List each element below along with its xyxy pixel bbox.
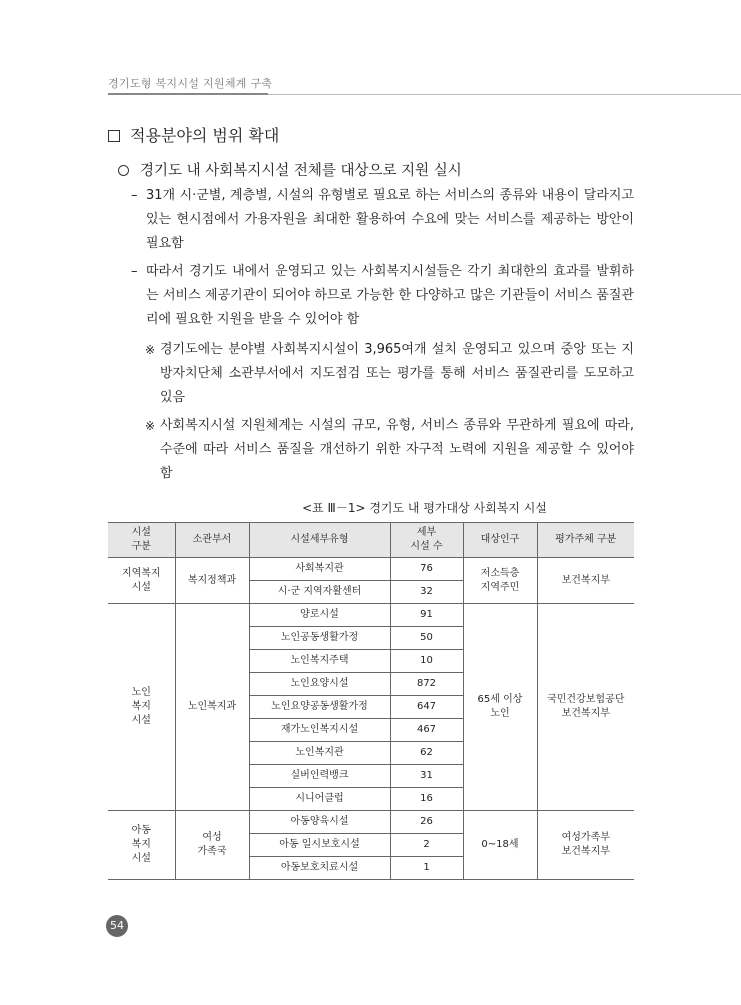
dash-bullet-icon: –: [131, 188, 138, 203]
dash-bullet-icon: –: [131, 264, 138, 279]
count-cell: 91: [390, 604, 463, 627]
header-category: 시설 구분: [108, 523, 175, 558]
circle-bullet-item: [118, 159, 462, 180]
type-cell: 사회복지관: [249, 558, 390, 581]
type-cell: 실버인력뱅크: [249, 765, 390, 788]
population-cell: 65세 이상 노인: [463, 604, 537, 811]
note-paragraph: [145, 338, 634, 410]
dash-paragraph: [131, 260, 634, 332]
type-cell: 아동 일시보호시설: [249, 834, 390, 857]
header-type: 시설세부유형: [249, 523, 390, 558]
evaluator-cell: 여성가족부 보건복지부: [537, 811, 634, 880]
facility-table: [108, 522, 634, 880]
type-cell: 아동양육시설: [249, 811, 390, 834]
department-cell: 여성 가족국: [175, 811, 249, 880]
type-cell: 아동보호치료시설: [249, 857, 390, 880]
table-row: [108, 558, 634, 581]
paragraph-text: 따라서 경기도 내에서 운영되고 있는 사회복지시설들은 각기 최대한의 효과를 발휘하는 서비스 제공기관이 되어야 하므로 가능한 한 다양하고 많은 기관들이 서비스 품질관리에 필요한 지원을 받을 수 있어야 함: [146, 264, 634, 327]
category-cell: 노인 복지 시설: [108, 604, 175, 811]
circle-item-text: 경기도 내 사회복지시설 전체를 대상으로 지원 실시: [140, 163, 462, 179]
reference-mark-icon: ※: [145, 419, 156, 433]
header-population: 대상인구: [463, 523, 537, 558]
header-rule-accent: [108, 93, 268, 95]
running-header: 경기도형 복지시설 지원체계 구축: [108, 77, 273, 90]
count-cell: 647: [390, 696, 463, 719]
type-cell: 시니어클럽: [249, 788, 390, 811]
circle-bullet-icon: [118, 165, 129, 176]
count-cell: 62: [390, 742, 463, 765]
type-cell: 노인복지관: [249, 742, 390, 765]
table-header-row: [108, 523, 634, 558]
type-cell: 재가노인복지시설: [249, 719, 390, 742]
table-caption: <표 Ⅲ－1> 경기도 내 평가대상 사회복지 시설: [302, 501, 547, 515]
population-cell: 0~18세: [463, 811, 537, 880]
section-heading-text: 적용분야의 범위 확대: [130, 126, 280, 145]
note-text: 사회복지시설 지원체계는 시설의 규모, 유형, 서비스 종류와 무관하게 필요에 따라, 수준에 따라 서비스 품질을 개선하기 위한 자구적 노력에 지원을 제공할 수 있어야 함: [160, 418, 634, 481]
header-count: 세부 시설 수: [390, 523, 463, 558]
department-cell: 노인복지과: [175, 604, 249, 811]
type-cell: 노인요양시설: [249, 673, 390, 696]
table-row: [108, 811, 634, 834]
page-number-badge: 54: [106, 915, 128, 937]
header-department: 소관부서: [175, 523, 249, 558]
count-cell: 16: [390, 788, 463, 811]
type-cell: 노인복지주택: [249, 650, 390, 673]
section-heading: [108, 123, 279, 146]
count-cell: 467: [390, 719, 463, 742]
dash-paragraph: [131, 184, 634, 256]
category-cell: 지역복지 시설: [108, 558, 175, 604]
count-cell: 76: [390, 558, 463, 581]
population-cell: 저소득층 지역주민: [463, 558, 537, 604]
count-cell: 2: [390, 834, 463, 857]
header-evaluator: 평가주체 구분: [537, 523, 634, 558]
paragraph-text: 31개 시·군별, 계층별, 시설의 유형별로 필요로 하는 서비스의 종류와 내용이 달라지고 있는 현시점에서 가용자원을 최대한 활용하여 수요에 맞는 서비스를 제공하는 방안이 필요함: [146, 188, 634, 251]
note-text: 경기도에는 분야별 사회복지시설이 3,965여개 설치 운영되고 있으며 중앙 또는 지방자치단체 소관부서에서 지도점검 또는 평가를 통해 서비스 품질관리를 도모하고 있음: [160, 342, 634, 405]
category-cell: 아동 복지 시설: [108, 811, 175, 880]
count-cell: 31: [390, 765, 463, 788]
count-cell: 10: [390, 650, 463, 673]
count-cell: 26: [390, 811, 463, 834]
evaluator-cell: 국민건강보험공단 보건복지부: [537, 604, 634, 811]
evaluator-cell: 보건복지부: [537, 558, 634, 604]
note-paragraph: [145, 414, 634, 486]
reference-mark-icon: ※: [145, 343, 156, 357]
table-row: [108, 604, 634, 627]
type-cell: 노인요양공동생활가정: [249, 696, 390, 719]
type-cell: 시·군 지역자활센터: [249, 581, 390, 604]
department-cell: 복지정책과: [175, 558, 249, 604]
type-cell: 양로시설: [249, 604, 390, 627]
count-cell: 872: [390, 673, 463, 696]
checkbox-square-icon: [108, 130, 120, 142]
count-cell: 1: [390, 857, 463, 880]
count-cell: 32: [390, 581, 463, 604]
type-cell: 노인공동생활가정: [249, 627, 390, 650]
count-cell: 50: [390, 627, 463, 650]
